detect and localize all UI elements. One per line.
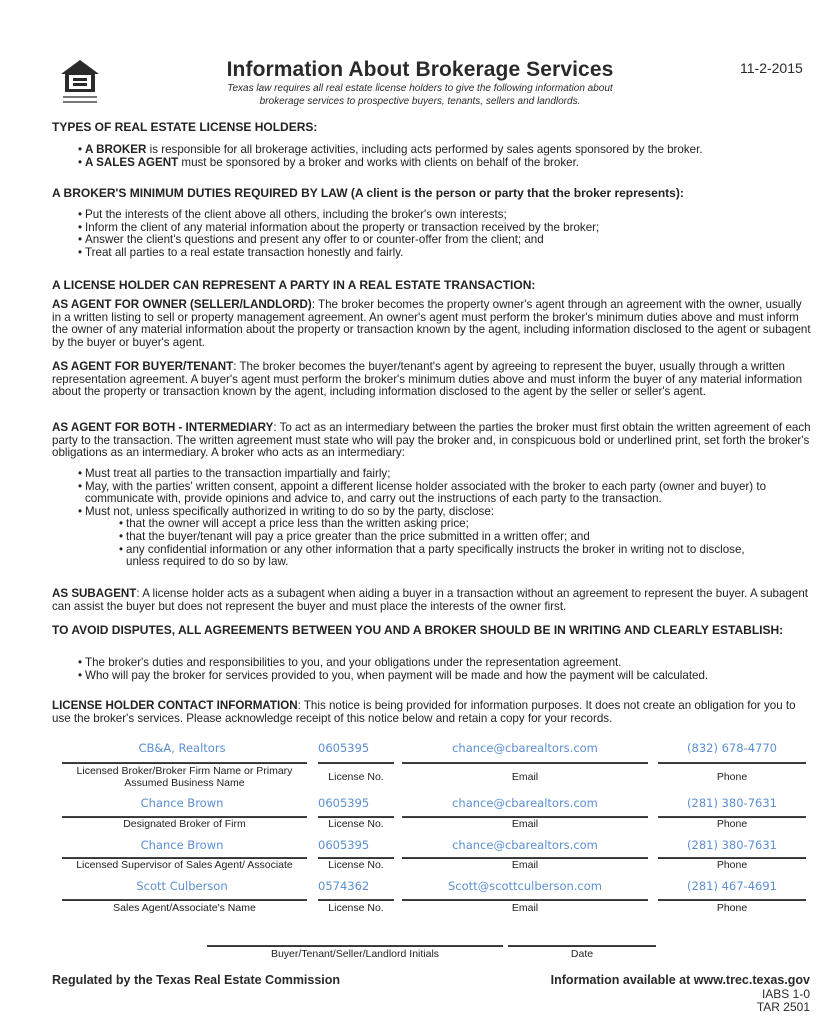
list-item <box>78 157 812 170</box>
intermediary-term: AS AGENT FOR BOTH - INTERMEDIARY <box>52 421 274 434</box>
list-item: • Answer the client's questions and present any offer to or counter-offer from the client; and <box>78 234 812 247</box>
phone-label: Phone <box>716 902 748 914</box>
supervisor-email-field[interactable]: chance@cbarealtors.com <box>452 838 598 852</box>
duties-list <box>52 209 812 259</box>
types-list <box>52 144 812 169</box>
supervisor-label: Licensed Supervisor of Sales Agent/ Associate <box>76 859 293 871</box>
supervisor-phone-field[interactable]: (281) 380-7631 <box>687 838 777 852</box>
email-label: Email <box>511 859 539 871</box>
divider <box>62 762 307 764</box>
sales-agent-email-field[interactable]: Scott@scottculberson.com <box>448 879 602 893</box>
list-item: • Who will pay the broker for services provided to you, when payment will be made and how the payment will be calculated. <box>78 670 812 683</box>
broker-firm-name-field[interactable]: CB&A, Realtors <box>138 741 226 755</box>
broker-firm-email-field[interactable]: chance@cbarealtors.com <box>452 741 598 755</box>
types-heading: TYPES OF REAL ESTATE LICENSE HOLDERS: <box>52 120 318 134</box>
duties-heading: A BROKER'S MINIMUM DUTIES REQUIRED BY LAW (A client is the person or party that the broker represents): <box>52 186 684 200</box>
designated-broker-name-field[interactable]: Chance Brown <box>140 796 224 810</box>
phone-label: Phone <box>716 859 748 871</box>
divider <box>658 762 806 764</box>
form-date: 11-2-2015 <box>740 60 803 76</box>
broker-firm-name-label: Licensed Broker/Broker Firm Name or Primary Assumed Business Name <box>76 765 293 789</box>
term-sales-agent: A SALES AGENT <box>85 155 179 169</box>
term-broker: A BROKER <box>85 143 147 156</box>
divider <box>318 899 394 901</box>
designated-broker-phone-field[interactable]: (281) 380-7631 <box>687 796 777 810</box>
sales-agent-name-field[interactable]: Scott Culberson <box>136 879 228 893</box>
agent-for-owner-paragraph <box>52 299 812 349</box>
disputes-heading: TO AVOID DISPUTES, ALL AGREEMENTS BETWEEN YOU AND A BROKER SHOULD BE IN WRITING AND CLEARLY ESTABLISH: <box>52 623 784 637</box>
license-label: License No. <box>328 818 384 830</box>
divider <box>62 899 307 901</box>
sales-agent-license-field[interactable]: 0574362 <box>318 879 370 893</box>
page-subtitle <box>170 83 670 108</box>
license-label: License No. <box>328 771 384 783</box>
phone-label: Phone <box>716 818 748 830</box>
equal-housing-logo-icon <box>58 58 102 108</box>
subtitle-line-2: brokerage services to prospective buyers, tenants, sellers and landlords. <box>259 95 581 107</box>
list-item: • Put the interests of the client above all others, including the broker's own interests; <box>78 209 812 222</box>
initials-line[interactable] <box>207 945 503 947</box>
license-label: License No. <box>328 859 384 871</box>
intermediary-list <box>52 468 812 569</box>
designated-broker-label: Designated Broker of Firm <box>123 818 246 830</box>
list-item: • Must treat all parties to the transaction impartially and fairly; <box>78 468 812 481</box>
intermediary-paragraph <box>52 422 812 460</box>
sales-agent-label: Sales Agent/Associate's Name <box>113 902 256 914</box>
divider <box>318 762 394 764</box>
email-label: Email <box>511 818 539 830</box>
divider <box>658 899 806 901</box>
agent-for-buyer-paragraph <box>52 361 812 399</box>
designated-broker-license-field[interactable]: 0605395 <box>318 796 370 810</box>
sub-list-item: • that the owner will accept a price less than the written asking price; <box>119 518 812 531</box>
sub-list-item: • that the buyer/tenant will pay a price greater than the price submitted in a written offer; and <box>119 531 812 544</box>
email-label: Email <box>511 771 539 783</box>
license-label: License No. <box>328 902 384 914</box>
contact-paragraph <box>52 700 812 725</box>
agent-for-buyer-term: AS AGENT FOR BUYER/TENANT <box>52 360 234 373</box>
designated-broker-email-field[interactable]: chance@cbarealtors.com <box>452 796 598 810</box>
date-label: Date <box>570 948 594 960</box>
supervisor-name-field[interactable]: Chance Brown <box>140 838 224 852</box>
regulated-by-text: Regulated by the Texas Real Estate Commission <box>52 973 341 987</box>
form-id-tar: TAR 2501 <box>756 1000 810 1014</box>
list-item: • Treat all parties to a real estate transaction honestly and fairly. <box>78 247 812 260</box>
list-item: • May, with the parties' written consent, appoint a different license holder associated with the broker to each party (owner and buyer) to communicate with, provide opinions and advice to, and carry out the instructions of each party to the transaction. <box>78 481 812 506</box>
sales-agent-phone-field[interactable]: (281) 467-4691 <box>687 879 777 893</box>
supervisor-license-field[interactable]: 0605395 <box>318 838 370 852</box>
form-id-iabs: IABS 1-0 <box>761 987 810 1001</box>
contact-term: LICENSE HOLDER CONTACT INFORMATION <box>52 699 298 712</box>
info-available-text: Information available at www.trec.texas.gov <box>550 973 810 987</box>
disputes-list <box>52 657 812 682</box>
broker-firm-license-field[interactable]: 0605395 <box>318 741 370 755</box>
list-item-text: Must not, unless specifically authorized in writing to do so by the party, disclose: <box>85 504 494 518</box>
divider <box>402 762 648 764</box>
list-item: • Inform the client of any material information about the property or transaction received by the broker; <box>78 222 812 235</box>
agent-for-owner-term: AS AGENT FOR OWNER (SELLER/LANDLORD) <box>52 298 312 311</box>
intermediary-text: : To act as an intermediary between the parties the broker must first obtain the written agreement of each party to the transaction. The written agreement must state who will pay the broker and, in conspicuous bold or underlined print, set forth the broker's obligations as an intermediary. A broker who acts as an intermediary: <box>52 421 811 460</box>
phone-label: Phone <box>716 771 748 783</box>
subtitle-line-1: Texas law requires all real estate license holders to give the following information about <box>227 83 613 94</box>
date-line[interactable] <box>508 945 656 947</box>
initials-label: Buyer/Tenant/Seller/Landlord Initials <box>270 948 440 960</box>
list-item: • The broker's duties and responsibilities to you, and your obligations under the representation agreement. <box>78 657 812 670</box>
term-broker-desc: is responsible for all brokerage activities, including acts performed by sales agents sponsored by the broker. <box>146 143 703 156</box>
divider <box>402 899 648 901</box>
subagent-term: AS SUBAGENT <box>52 587 137 600</box>
subagent-text: : A license holder acts as a subagent when aiding a buyer in a transaction without an agreement to represent the buyer. A subagent can assist the buyer but does not represent the buyer and must place the interests of the owner first. <box>52 587 808 613</box>
represent-heading: A LICENSE HOLDER CAN REPRESENT A PARTY IN A REAL ESTATE TRANSACTION: <box>52 278 536 292</box>
page-title: Information About Brokerage Services <box>226 58 614 81</box>
sub-list-item: • any confidential information or any other information that a party specifically instructs the broker in writing not to disclose, unless required to do so by law. <box>119 544 812 569</box>
term-sales-agent-desc: must be sponsored by a broker and works with clients on behalf of the broker. <box>178 155 580 169</box>
subagent-paragraph <box>52 588 812 613</box>
contact-text: : This notice is being provided for information purposes. It does not create an obligation for you to use the broker's services. Please acknowledge receipt of this notice below and retain a copy for your records. <box>52 699 796 725</box>
agent-for-owner-text: : The broker becomes the property owner's agent through an agreement with the owner, usually in a written listing to sell or property management agreement. An owner's agent must perform the broker's minimum duties above and must inform the owner of any material information about the property or transaction known by the agent, including information disclosed to the agent or subagent by the buyer or buyer's agent. <box>52 298 811 349</box>
list-item <box>78 506 812 569</box>
agent-for-buyer-text: : The broker becomes the buyer/tenant's agent by agreeing to represent the buyer, usually through a written representation agreement. A buyer's agent must perform the broker's minimum duties above and must inform the buyer of any material information about the property or transaction known by the agent, including information disclosed to the agent by the seller or seller's agent. <box>52 360 803 399</box>
form-id <box>700 988 810 1014</box>
email-label: Email <box>511 902 539 914</box>
broker-firm-phone-field[interactable]: (832) 678-4770 <box>687 741 777 755</box>
